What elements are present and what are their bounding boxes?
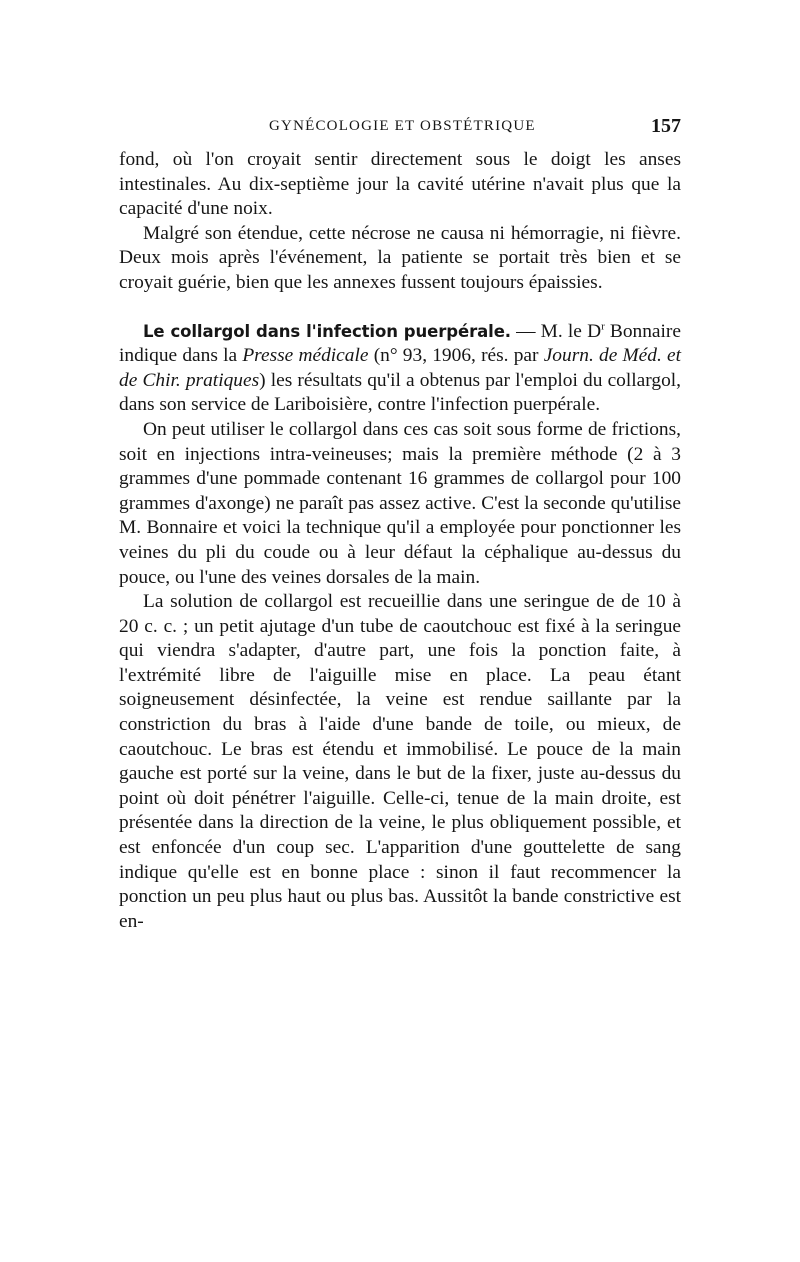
book-page — [119, 115, 681, 934]
journal-title: Presse médicale — [242, 345, 369, 367]
running-header — [119, 115, 681, 140]
body-text — [119, 148, 681, 934]
continued-paragraph: fond, où l'on croyait sentir directement sous le doigt les anses intestinales. Au dix-septième jour la cavité utérine n'avait plus que la capacité d'une noix. — [119, 149, 681, 220]
journal-title-2: Journ. de Méd. et de Chir. pratiques — [119, 345, 681, 391]
article-separator — [119, 296, 681, 320]
page-number: 157 — [651, 115, 681, 137]
intro-text-a: — M. le D — [510, 320, 602, 342]
title-abbreviation-superscript: r — [601, 320, 605, 333]
paragraph: On peut utiliser le collargol dans ces cas soit sous forme de frictions, soit en injections intra-veineuses; mais la première méthode (2 à 3 grammes d'une pommade contenant 16 grammes de collargol pour 100 grammes d'axonge) ne paraît pas assez active. C'est la seconde qu'utilise M. Bonnaire et voici la technique qu'il a employée pour ponctionner les veines du pli du coude ou à leur défaut la céphalique au-dessus du pouce, ou l'une des veines dorsales de la main. — [119, 418, 681, 588]
paragraph: Malgré son étendue, cette nécrose ne causa ni hémorragie, ni fièvre. Deux mois après l'événement, la patiente se portait très bien et se croyait guérie, bien que les annexes fussent toujours épaissies. — [119, 222, 681, 293]
paragraph: La solution de collargol est recueillie dans une seringue de de 10 à 20 c. c. ; un petit ajutage d'un tube de caoutchouc est fixé à la seringue qui viendra s'adapter, d'autre part, une fois la ponction faite, à l'extrémité libre de l'aiguille mise en place. La peau étant soigneusement désinfectée, la veine est rendue saillante par la constriction du bras à l'aide d'une bande de toile, ou mieux, de caoutchouc. Le bras est étendu et immobilisé. Le pouce de la main gauche est porté sur la veine, dans le but de la fixer, juste au-dessus du point où doit pénétrer l'aiguille. Celle-ci, tenue de la main droite, est présentée dans la direction de la veine, le plus obliquement possible, et est enfoncée d'un coup sec. L'apparition d'une gouttelette de sang indique qu'elle est en bonne place : sinon il faut recommencer la ponction un peu plus haut ou plus bas. Aussitôt la bande constrictive est en- — [119, 591, 681, 932]
intro-text-d: ) les résultats qu'il a obtenus par l'emploi du collargol, dans son service de Lariboisière, contre l'infection puerpérale. — [119, 369, 681, 416]
article-intro-paragraph — [119, 320, 681, 418]
intro-text-c: (n° 93, 1906, rés. par — [368, 345, 544, 367]
article-title: Le collargol dans l'infection puerpérale. — [143, 321, 511, 341]
running-title: GYNÉCOLOGIE ET OBSTÉTRIQUE — [269, 118, 536, 134]
intro-text-b: Bonnaire indique dans la — [119, 320, 681, 367]
